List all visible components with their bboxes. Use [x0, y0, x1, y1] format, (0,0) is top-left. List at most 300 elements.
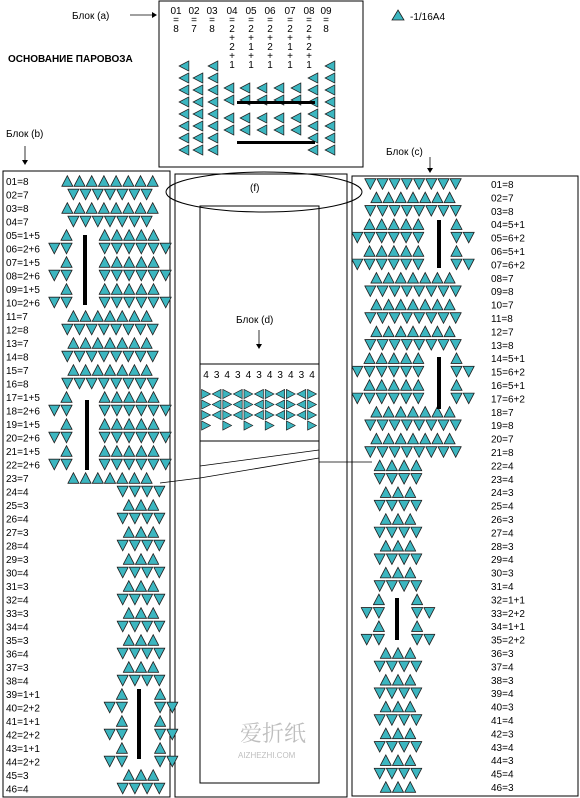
triangle-down-icon [111, 243, 122, 254]
triangle-left-icon [224, 83, 234, 93]
triangle-left-icon [325, 133, 335, 143]
block-a-column-value: 2 [306, 24, 312, 35]
triangle-up-icon [136, 446, 147, 457]
triangle-down-icon [74, 378, 85, 389]
triangle-up-icon [395, 299, 406, 310]
block-b-label: Блок (b) [6, 129, 44, 140]
triangle-up-icon [376, 380, 387, 391]
triangle-down-icon [365, 340, 376, 351]
triangle-up-icon [420, 299, 431, 310]
triangle-right-icon [223, 400, 232, 409]
triangle-down-icon [399, 688, 410, 699]
row-label: 16=8 [6, 379, 29, 391]
triangle-up-icon [371, 407, 382, 418]
row-label: 43=1+1 [6, 744, 40, 755]
triangle-up-icon [395, 273, 406, 284]
triangle-up-icon [111, 446, 122, 457]
triangle-down-icon [361, 608, 372, 619]
triangle-down-icon [374, 474, 385, 485]
triangle-down-icon [451, 366, 462, 377]
triangle-down-icon [117, 567, 128, 578]
triangle-down-icon [147, 324, 158, 335]
block-a-column-value: = [323, 15, 329, 26]
row-label: 12=8 [6, 325, 29, 337]
triangle-up-icon [420, 407, 431, 418]
triangle-left-icon [208, 73, 218, 83]
triangle-down-icon [365, 179, 376, 190]
triangle-left-icon [179, 97, 189, 107]
row-label: 04=7 [6, 217, 29, 229]
triangle-down-icon [117, 648, 128, 659]
triangle-down-icon [167, 729, 178, 740]
triangle-down-icon [61, 270, 72, 281]
triangle-up-icon [420, 433, 431, 444]
triangle-down-icon [129, 486, 140, 497]
triangle-up-icon [123, 554, 134, 565]
triangle-up-icon [364, 380, 375, 391]
triangle-down-icon [99, 270, 110, 281]
row-label: 25=4 [491, 501, 514, 513]
triangle-up-icon [135, 203, 146, 214]
triangle-left-icon [255, 389, 264, 398]
triangle-down-icon [61, 405, 72, 416]
row-label: 08=7 [491, 273, 514, 285]
triangle-up-icon [386, 460, 397, 471]
triangle-left-icon [208, 85, 218, 95]
triangle-up-icon [405, 782, 416, 793]
triangle-down-icon [389, 447, 400, 458]
triangle-left-icon [276, 389, 285, 398]
triangle-down-icon [374, 768, 385, 779]
triangle-right-icon [244, 400, 253, 409]
triangle-left-icon [179, 133, 189, 143]
triangle-up-icon [392, 728, 403, 739]
triangle-left-icon [224, 125, 234, 135]
triangle-up-icon [392, 541, 403, 552]
triangle-down-icon [142, 540, 153, 551]
row-label: 02=7 [6, 190, 29, 202]
triangle-down-icon [124, 270, 135, 281]
triangle-down-icon [389, 179, 400, 190]
row-label: 36=3 [491, 649, 514, 660]
row-label: 46=4 [6, 784, 29, 796]
triangle-down-icon [386, 474, 397, 485]
triangle-down-icon [68, 189, 79, 200]
triangle-down-icon [399, 474, 410, 485]
triangle-up-icon [413, 353, 424, 364]
block-b-bar [85, 400, 89, 470]
block-a-column-value: = [191, 15, 197, 26]
triangle-down-icon [401, 393, 412, 404]
triangle-down-icon [411, 715, 422, 726]
triangle-right-icon [265, 410, 274, 419]
triangle-down-icon [414, 313, 425, 324]
triangle-right-icon [202, 400, 211, 409]
triangle-up-icon [135, 608, 146, 619]
triangle-left-icon [193, 145, 203, 155]
block-a-column-value: = [267, 15, 273, 26]
triangle-down-icon [117, 216, 128, 227]
triangle-up-icon [104, 311, 115, 322]
block-a-numbers [170, 6, 332, 71]
triangle-up-icon [62, 176, 73, 187]
triangle-down-icon [61, 432, 72, 443]
triangle-up-icon [147, 176, 158, 187]
triangle-up-icon [392, 755, 403, 766]
triangle-down-icon [352, 393, 363, 404]
block-a-column-value: = [209, 15, 215, 26]
triangle-down-icon [129, 540, 140, 551]
block-a-arrowhead [152, 12, 157, 18]
block-a-bar [237, 101, 315, 104]
triangle-down-icon [74, 351, 85, 362]
triangle-down-icon [377, 447, 388, 458]
triangle-down-icon [49, 270, 60, 281]
triangle-left-icon [212, 400, 221, 409]
triangle-left-icon [276, 400, 285, 409]
triangle-down-icon [117, 540, 128, 551]
triangle-down-icon [426, 179, 437, 190]
triangle-down-icon [99, 405, 110, 416]
block-a-column-value: 8 [209, 24, 215, 35]
triangle-left-icon [257, 125, 267, 135]
triangle-down-icon [167, 702, 178, 713]
triangle-up-icon [148, 608, 159, 619]
triangle-up-icon [136, 419, 147, 430]
triangle-down-icon [116, 756, 127, 767]
row-label: 45=4 [491, 769, 514, 781]
triangle-down-icon [401, 340, 412, 351]
triangle-up-icon [117, 473, 128, 484]
block-a-column-value: 06 [264, 6, 276, 17]
row-label: 37=4 [491, 662, 514, 674]
triangle-down-icon [438, 206, 449, 217]
row-label: 35=3 [6, 636, 29, 647]
triangle-down-icon [451, 259, 462, 270]
triangle-down-icon [117, 783, 128, 794]
triangle-down-icon [142, 675, 153, 686]
triangle-up-icon [124, 230, 135, 241]
triangle-up-icon [135, 770, 146, 781]
triangle-up-icon [148, 257, 159, 268]
row-label: 19=8 [491, 421, 514, 433]
block-c-label: Блок (c) [386, 147, 423, 158]
triangle-up-icon [371, 326, 382, 337]
triangle-up-icon [141, 365, 152, 376]
triangle-up-icon [123, 608, 134, 619]
triangle-down-icon [104, 189, 115, 200]
triangle-down-icon [426, 313, 437, 324]
row-label: 42=2+2 [6, 730, 40, 742]
row-label: 17=6+2 [491, 394, 525, 406]
row-label: 24=3 [491, 488, 514, 500]
triangle-down-icon [352, 232, 363, 243]
triangle-down-icon [389, 286, 400, 297]
triangle-up-icon [373, 594, 384, 605]
triangle-left-icon [325, 109, 335, 119]
triangle-left-icon [308, 121, 318, 131]
triangle-down-icon [386, 768, 397, 779]
triangle-down-icon [399, 768, 410, 779]
triangle-up-icon [376, 246, 387, 257]
triangle-down-icon [399, 581, 410, 592]
row-label: 35=2+2 [491, 635, 525, 647]
row-label: 14=5+1 [491, 354, 525, 366]
triangle-down-icon [399, 742, 410, 753]
triangle-down-icon [377, 420, 388, 431]
block-a-column-value: + [229, 33, 235, 44]
triangle-up-icon [136, 284, 147, 295]
row-label: 44=2+2 [6, 757, 40, 769]
block-a-bar [237, 141, 315, 144]
triangle-up-icon [68, 338, 79, 349]
triangle-down-icon [123, 378, 134, 389]
block-d-number: 3 [256, 370, 262, 381]
triangle-up-icon [380, 728, 391, 739]
triangle-left-icon [193, 97, 203, 107]
triangle-up-icon [92, 365, 103, 376]
triangle-right-icon [223, 410, 232, 419]
triangle-down-icon [374, 715, 385, 726]
triangle-up-icon [364, 246, 375, 257]
triangle-up-icon [111, 392, 122, 403]
triangle-up-icon [61, 446, 72, 457]
triangle-up-icon [405, 701, 416, 712]
triangle-down-icon [129, 216, 140, 227]
row-label: 27=3 [6, 528, 29, 539]
triangle-down-icon [450, 179, 461, 190]
row-label: 39=4 [491, 689, 514, 701]
row-label: 09=1+5 [6, 285, 40, 296]
triangle-down-icon [352, 259, 363, 270]
triangle-up-icon [148, 284, 159, 295]
triangle-up-icon [116, 743, 127, 754]
triangle-down-icon [104, 216, 115, 227]
triangle-right-icon [244, 389, 253, 398]
row-label: 07=1+5 [6, 258, 40, 269]
triangle-down-icon [61, 297, 72, 308]
triangle-up-icon [123, 203, 134, 214]
triangle-down-icon [68, 216, 79, 227]
triangle-left-icon [274, 113, 284, 123]
triangle-up-icon [395, 192, 406, 203]
triangle-down-icon [373, 634, 384, 645]
block-a-column-value: + [248, 33, 254, 44]
triangle-up-icon [395, 407, 406, 418]
triangle-down-icon [414, 286, 425, 297]
row-label: 26=4 [6, 514, 29, 526]
triangle-down-icon [414, 447, 425, 458]
triangle-up-icon [74, 203, 85, 214]
triangle-up-icon [141, 311, 152, 322]
row-label: 34=4 [6, 622, 29, 634]
watermark-main: 爱折纸 [240, 722, 307, 747]
triangle-left-icon [291, 125, 301, 135]
triangle-up-icon [371, 299, 382, 310]
triangle-down-icon [117, 189, 128, 200]
triangle-up-icon [147, 203, 158, 214]
triangle-up-icon [117, 365, 128, 376]
triangle-up-icon [123, 770, 134, 781]
triangle-up-icon [124, 257, 135, 268]
triangle-up-icon [68, 311, 79, 322]
triangle-down-icon [389, 313, 400, 324]
row-label: 41=4 [491, 716, 514, 727]
triangle-up-icon [451, 380, 462, 391]
triangle-left-icon [179, 73, 189, 83]
row-label: 17=1+5 [6, 393, 40, 404]
triangle-up-icon [405, 567, 416, 578]
triangle-down-icon [386, 554, 397, 565]
row-label: 04=5+1 [491, 220, 525, 232]
triangle-up-icon [405, 514, 416, 525]
triangle-up-icon [444, 433, 455, 444]
triangle-up-icon [432, 273, 443, 284]
triangle-down-icon [401, 313, 412, 324]
block-d-number: 4 [309, 370, 315, 381]
triangle-up-icon [68, 365, 79, 376]
triangle-left-icon [208, 133, 218, 143]
triangle-down-icon [426, 286, 437, 297]
triangle-up-icon [401, 353, 412, 364]
triangle-up-icon [383, 192, 394, 203]
triangle-down-icon [129, 648, 140, 659]
triangle-down-icon [142, 594, 153, 605]
triangle-up-icon [116, 716, 127, 727]
triangle-up-icon [135, 500, 146, 511]
triangle-up-icon [135, 176, 146, 187]
triangle-up-icon [148, 500, 159, 511]
triangle-up-icon [401, 380, 412, 391]
triangle-down-icon [99, 243, 110, 254]
row-label: 38=4 [6, 676, 29, 688]
triangle-up-icon [155, 743, 166, 754]
triangle-up-icon [129, 365, 140, 376]
page-title: ОСНОВАНИЕ ПАРОВОЗА [8, 54, 133, 65]
triangle-down-icon [377, 179, 388, 190]
triangle-down-icon [401, 366, 412, 377]
triangle-down-icon [374, 661, 385, 672]
block-a-triangles [179, 61, 335, 155]
block-a-column-value: 2 [248, 24, 254, 35]
triangle-up-icon [99, 257, 110, 268]
row-label: 10=2+6 [6, 298, 40, 310]
triangle-down-icon [129, 675, 140, 686]
row-label: 31=3 [6, 582, 29, 593]
triangle-up-icon [407, 299, 418, 310]
triangle-up-icon [444, 326, 455, 337]
triangle-up-icon [124, 284, 135, 295]
triangle-up-icon [376, 219, 387, 230]
triangle-down-icon [411, 688, 422, 699]
triangle-up-icon [124, 446, 135, 457]
triangle-down-icon [413, 259, 424, 270]
triangle-left-icon [233, 410, 242, 419]
triangle-down-icon [117, 594, 128, 605]
row-label: 01=8 [491, 180, 514, 191]
triangle-left-icon [193, 73, 203, 83]
block-d-arrowhead [256, 344, 262, 349]
triangle-up-icon [405, 755, 416, 766]
triangle-down-icon [411, 527, 422, 538]
block-a-column-value: 1 [248, 60, 254, 71]
triangle-down-icon [412, 608, 423, 619]
triangle-left-icon [193, 133, 203, 143]
triangle-down-icon [61, 243, 72, 254]
block-a-column-value: 07 [284, 6, 296, 17]
triangle-down-icon [155, 729, 166, 740]
row-label: 22=4 [491, 461, 514, 473]
row-label: 01=8 [6, 177, 29, 188]
row-label: 43=4 [491, 742, 514, 754]
triangle-up-icon [124, 392, 135, 403]
triangle-down-icon [388, 366, 399, 377]
triangle-up-icon [444, 273, 455, 284]
triangle-up-icon [148, 554, 159, 565]
block-d-number: 4 [224, 370, 230, 381]
triangle-down-icon [111, 405, 122, 416]
triangle-up-icon [61, 284, 72, 295]
triangle-down-icon [92, 216, 103, 227]
triangle-left-icon [179, 109, 189, 119]
triangle-down-icon [49, 405, 60, 416]
triangle-down-icon [450, 447, 461, 458]
triangle-down-icon [129, 594, 140, 605]
triangle-up-icon [61, 392, 72, 403]
triangle-down-icon [104, 729, 115, 740]
block-a-column-value: + [229, 51, 235, 62]
triangle-down-icon [438, 179, 449, 190]
row-label: 21=8 [491, 448, 514, 459]
triangle-down-icon [388, 259, 399, 270]
row-label: 20=2+6 [6, 433, 40, 445]
triangle-left-icon [208, 109, 218, 119]
triangle-down-icon [154, 567, 165, 578]
triangle-down-icon [124, 432, 135, 443]
triangle-left-icon [179, 85, 189, 95]
triangle-down-icon [424, 608, 435, 619]
triangle-down-icon [399, 661, 410, 672]
triangle-down-icon [154, 675, 165, 686]
block-a-column-value: + [267, 33, 273, 44]
triangle-left-icon [276, 410, 285, 419]
row-label: 11=8 [491, 314, 513, 325]
triangle-down-icon [450, 340, 461, 351]
triangle-up-icon [405, 648, 416, 659]
triangle-down-icon [413, 232, 424, 243]
triangle-up-icon [380, 567, 391, 578]
triangle-up-icon [388, 353, 399, 364]
triangle-down-icon [86, 351, 97, 362]
triangle-up-icon [136, 230, 147, 241]
triangle-down-icon [352, 366, 363, 377]
block-a-column-value: = [173, 15, 179, 26]
row-label: 13=7 [6, 339, 29, 350]
triangle-up-icon [135, 635, 146, 646]
triangle-right-icon [286, 389, 295, 398]
triangle-up-icon [80, 473, 91, 484]
triangle-right-icon [265, 421, 274, 430]
triangle-down-icon [49, 243, 60, 254]
block-d-number: 3 [235, 370, 241, 381]
triangle-up-icon [364, 219, 375, 230]
triangle-down-icon [413, 366, 424, 377]
triangle-down-icon [463, 393, 474, 404]
triangle-down-icon [411, 661, 422, 672]
triangle-down-icon [374, 527, 385, 538]
block-a-column-value: 8 [173, 24, 179, 35]
triangle-left-icon [208, 61, 218, 71]
